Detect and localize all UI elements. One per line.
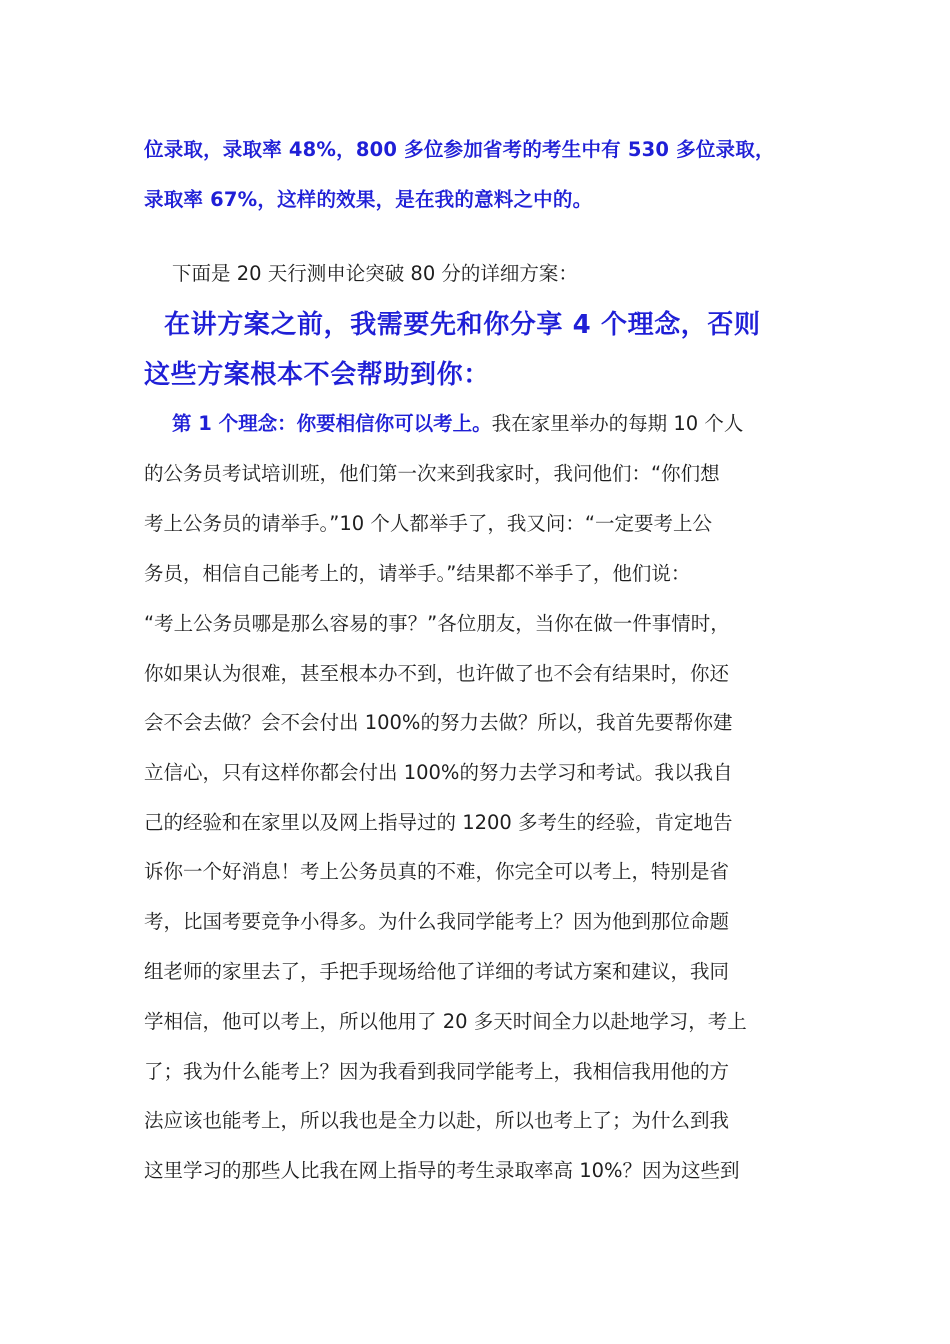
concept1-line: 考，比国考要竞争小得多。为什么我同学能考上？因为他到那位命题 bbox=[144, 910, 730, 933]
section-heading-line-2: 这些方案根本不会帮助到你： bbox=[144, 360, 490, 390]
concept1-line: 己的经验和在家里以及网上指导过的 1200 多考生的经验，肯定地告 bbox=[144, 811, 733, 834]
concept1-line: 的公务员考试培训班，他们第一次来到我家时，我问他们：“你们想 bbox=[144, 462, 720, 485]
concept1-line: 这里学习的那些人比我在网上指导的考生录取率高 10%？因为这些到 bbox=[144, 1159, 740, 1182]
concept1-line: 会不会去做？会不会付出 100%的努力去做？所以，我首先要帮你建 bbox=[144, 711, 733, 734]
plan-intro: 下面是 20 天行测申论突破 80 分的详细方案： bbox=[172, 262, 578, 285]
concept1-line: 学相信，他可以考上，所以他用了 20 多天时间全力以赴地学习，考上 bbox=[144, 1010, 747, 1033]
concept1-line: 你如果认为很难，甚至根本办不到，也许做了也不会有结果时，你还 bbox=[144, 662, 730, 685]
intro-highlight-line-2: 录取率 67%，这样的效果，是在我的意料之中的。 bbox=[144, 188, 593, 211]
concept1-line: 了；我为什么能考上？因为我看到我同学能考上，我相信我用他的方 bbox=[144, 1060, 730, 1083]
concept1-line: “考上公务员哪是那么容易的事？”各位朋友，当你在做一件事情时， bbox=[144, 612, 730, 635]
intro-highlight-line-1: 位录取，录取率 48%，800 多位参加省考的考生中有 530 多位录取， bbox=[144, 138, 775, 161]
concept1-line: 组老师的家里去了，手把手现场给他了详细的考试方案和建议，我同 bbox=[144, 960, 730, 983]
concept1-line: 考上公务员的请举手。”10 个人都举手了，我又问：“一定要考上公 bbox=[144, 512, 712, 535]
concept1-line: 立信心，只有这样你都会付出 100%的努力去学习和考试。我以我自 bbox=[144, 761, 733, 784]
concept1-line: 诉你一个好消息！考上公务员真的不难，你完全可以考上，特别是省 bbox=[144, 860, 730, 883]
concept1-line: 法应该也能考上，所以我也是全力以赴，所以也考上了；为什么到我 bbox=[144, 1109, 730, 1132]
concept1-line: 务员，相信自己能考上的，请举手。”结果都不举手了，他们说： bbox=[144, 562, 691, 585]
concept1-first-line bbox=[172, 414, 743, 434]
concept1-title: 第 1 个理念：你要相信你可以考上。 bbox=[172, 412, 492, 435]
concept1-first-line-rest: 我在家里举办的每期 10 个人 bbox=[491, 412, 744, 435]
section-heading-line-1: 在讲方案之前，我需要先和你分享 4 个理念，否则 bbox=[164, 310, 761, 340]
